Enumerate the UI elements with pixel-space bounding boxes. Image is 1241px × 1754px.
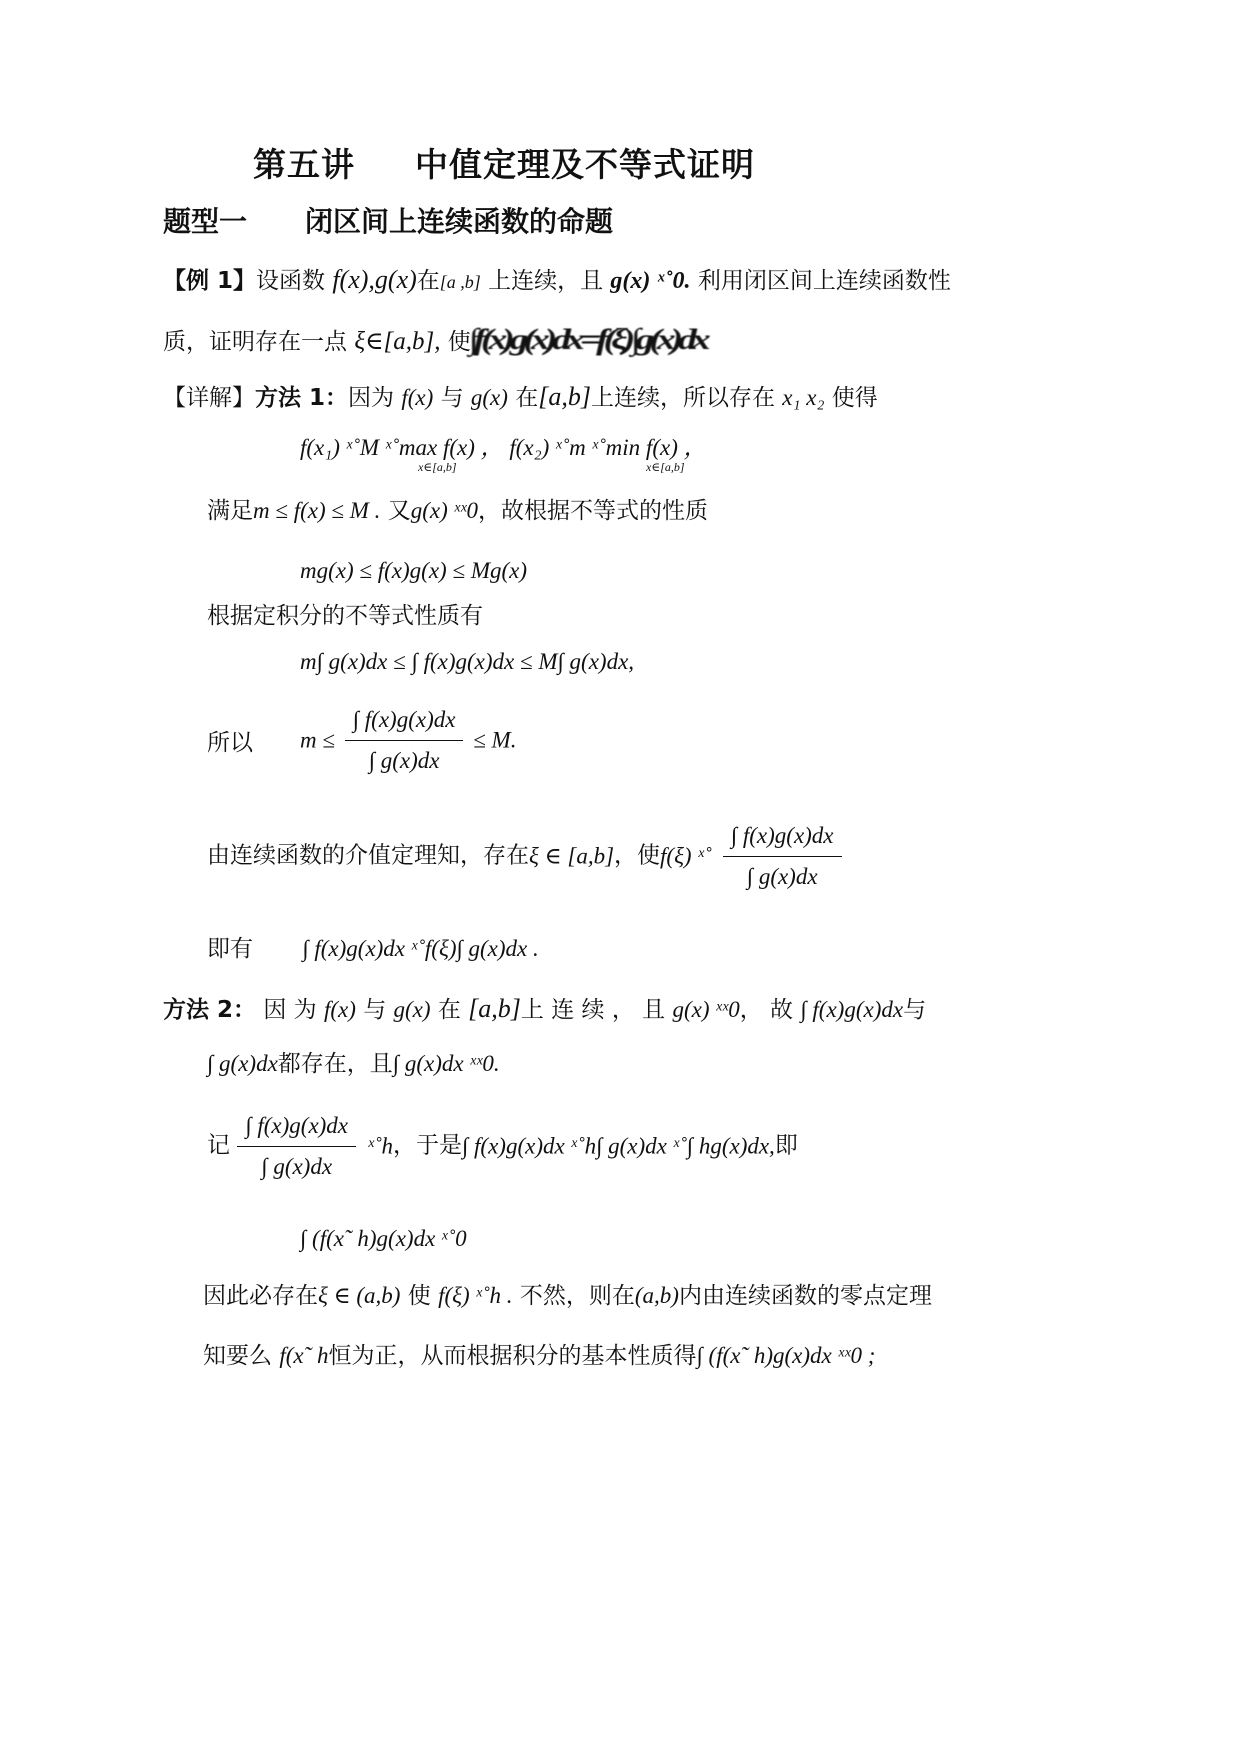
math: g(x) [393,997,431,1022]
min-subscript [646,460,685,474]
math: ∫ (f(x˜ h)g(x)dx ˣˣ0 ; [696,1343,876,1368]
page-title [253,145,755,185]
math: m ≤ f(x) ≤ M . [253,498,381,523]
math: [a ,b] [439,272,481,292]
zero-integral [300,1225,467,1253]
text: 不然，则在 [519,1283,635,1309]
text: 由连续函数的介值定理知，存在 [207,842,529,869]
math: [a,b] [468,994,521,1023]
text: 满足 [207,498,253,524]
math: f(x) [323,997,356,1022]
math: g(x) ˣ˚0. [610,268,691,294]
max-subscript [418,460,457,474]
garbled-formula: ∫f(x)g(x)dx=f(ξ)∫g(x)dx [468,323,706,356]
solution-tag: 【详解】 [163,385,255,411]
text: 因此必存在 [203,1283,318,1309]
math: ∫ g(x)dx [207,1051,278,1076]
result-line [207,935,539,964]
math: g(x) ˣˣ0 [410,498,479,523]
math: f(x˜ h [279,1343,329,1368]
text: 使 [447,329,471,355]
method-2-line-1 [163,993,926,1025]
math: f(x) [401,385,434,410]
text: 上连续，所以存在 [590,385,775,411]
math: mg(x) ≤ f(x)g(x) ≤ Mg(x) [300,558,528,583]
math: ≤ M. [473,727,517,753]
denominator: ∫ g(x)dx [261,1153,333,1179]
text: 因为 [348,385,395,411]
title-topic: 中值定理及不等式证明 [415,145,755,184]
math: ∫ f(x)g(x)dx [800,997,904,1022]
math: f(ξ) ˣ˚h . [438,1283,513,1308]
text: 在 [416,268,440,294]
text: 设函数 [256,268,326,294]
example-line-1 [163,264,951,296]
text: 根据定积分的不等式性质有 [207,603,483,629]
fraction-inequality [300,706,516,774]
section-label: 题型一 [163,205,248,238]
fraction [723,822,842,890]
method-2-line-2 [207,1050,500,1079]
section-topic: 闭区间上连续函数的命题 [305,205,614,238]
denominator: ∫ g(x)dx [746,863,818,889]
so-label [207,730,253,758]
math: g(x) ˣˣ0 [672,997,740,1022]
math: ˣ˚h [367,1133,393,1159]
text: ，使 [614,842,661,869]
inequality-2 [300,648,634,676]
solution-line-1 [163,381,878,413]
math: g(x) [470,385,508,410]
numerator: ∫ f(x)g(x)dx [723,822,842,857]
max-min-line [300,434,707,462]
title-lecture: 第五讲 [253,145,355,184]
text: ， 故 [739,997,794,1023]
example-tag: 【例 1】 [163,268,257,294]
math: f(ξ) ˣ˚ [660,843,712,869]
math: ξ ∈ (a,b) [318,1283,401,1308]
final-line-1 [203,1282,932,1311]
solution-line-3 [207,497,708,526]
math: x∈[a,b] [418,460,457,474]
text: 在 [437,997,461,1023]
text: 质，证明存在一点 [163,329,347,355]
text: 与 [363,997,387,1023]
text: 即 [774,1132,798,1159]
fraction [237,1112,356,1180]
text: 又 [387,498,411,524]
math: ∫ g(x)dx ˣˣ0. [392,1051,500,1076]
method-1-label: 方法 1： [255,385,349,411]
text: 记 [207,1132,230,1159]
text: 即有 [207,936,253,962]
method-2-label: 方法 2： [163,997,257,1023]
text: ，故根据不等式的性质 [478,498,709,524]
math: ∫ f(x)g(x)dx ˣ˚f(ξ)∫ g(x)dx . [302,936,539,961]
text: 在 [515,385,539,411]
math: ∫ f(x)g(x)dx ˣ˚h∫ g(x)dx ˣ˚∫ hg(x)dx, [461,1133,775,1159]
denominator: ∫ g(x)dx [368,747,440,773]
section-heading [163,205,613,239]
text: 利用闭区间上连续函数性 [697,268,951,294]
math: ∫ (f(x˜ h)g(x)dx ˣ˚0 [300,1226,467,1251]
text: 恒为正，从而根据积分的基本性质得 [328,1343,697,1369]
text: 与 [903,997,927,1023]
math: m∫ g(x)dx ≤ ∫ f(x)g(x)dx ≤ M∫ g(x)dx, [300,649,635,674]
text: 上连续，且 [488,268,604,294]
define-h-line [207,1112,798,1180]
text: 与 [440,385,464,411]
math: x₁ x₂ [782,385,825,410]
text: 上 连 续 ， 且 [520,997,666,1023]
math: (a,b) [634,1283,679,1308]
math: f(x),g(x) [332,265,417,294]
text: 使 [407,1283,431,1309]
inequality-1 [300,557,527,585]
text: ，于是 [392,1132,462,1159]
numerator: ∫ f(x)g(x)dx [237,1112,356,1147]
text: 都存在，且 [277,1051,393,1077]
solution-line-5 [207,603,483,631]
final-line-2 [203,1342,875,1371]
math: [a,b] [538,382,591,411]
math: ξ∈[a,b], [354,328,441,355]
math: f(x₁) ˣ˚M ˣ˚max f(x) ， f(x₂) ˣ˚m ˣ˚min f(x) ， [300,435,707,460]
math: ξ ∈ [a,b] [529,843,615,869]
text: 内由连续函数的零点定理 [678,1283,932,1309]
example-line-2 [163,322,706,358]
text: 知要么 [203,1343,272,1369]
mean-value-line [207,822,846,890]
text: 因 为 [263,997,317,1023]
fraction [345,706,464,774]
text: 使得 [831,385,878,411]
text: 所以 [207,730,253,756]
numerator: ∫ f(x)g(x)dx [345,706,464,741]
math: x∈[a,b] [646,460,685,474]
math: m ≤ [300,727,335,753]
